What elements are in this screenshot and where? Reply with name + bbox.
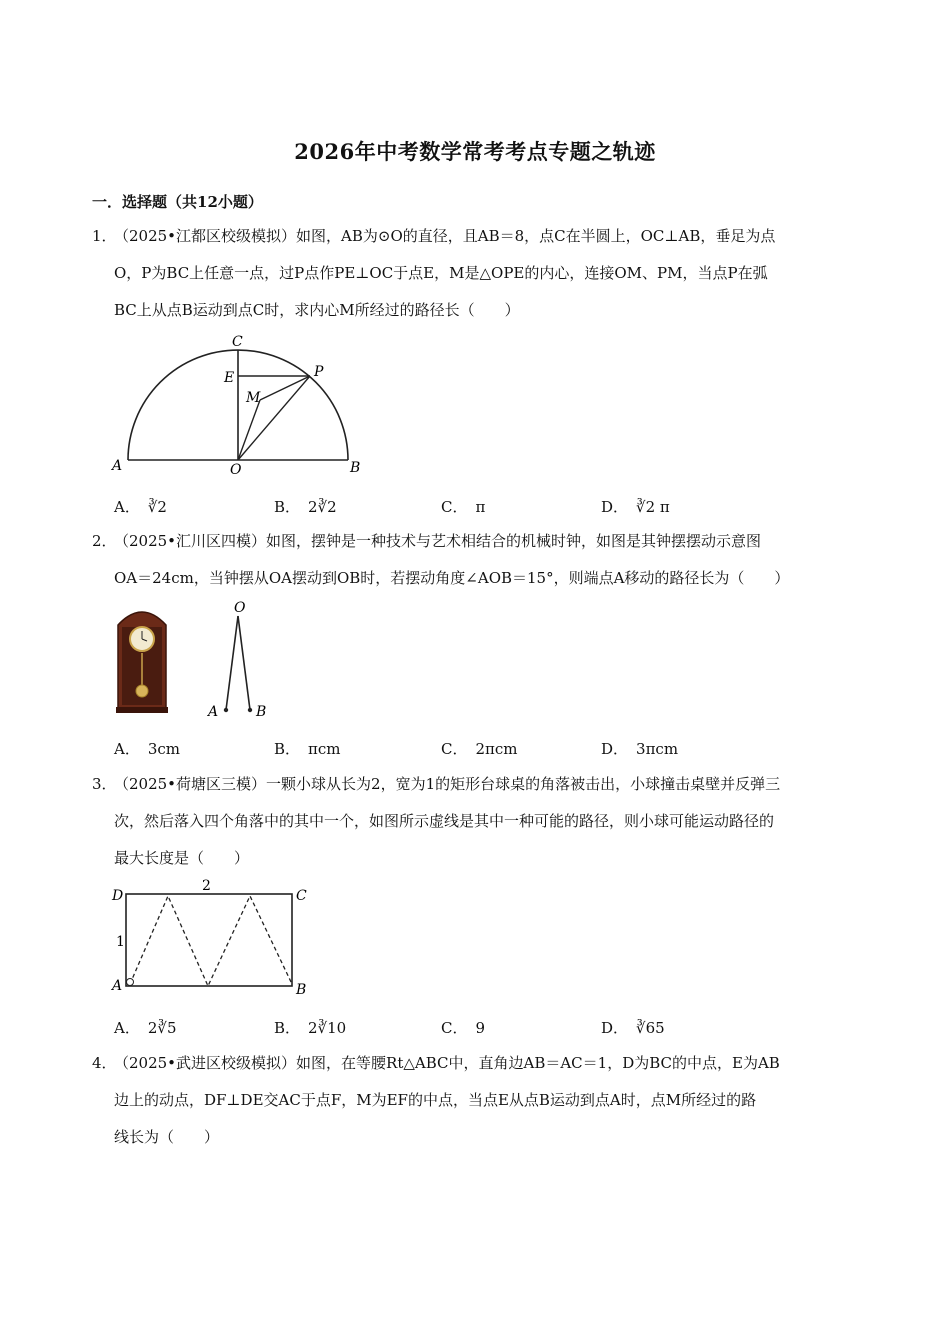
question-text-line: （2025•江都区校级模拟）如图，AB为⊙O的直径，且AB＝8，点C在半圆上，OC⊥AB，垂足为点 bbox=[114, 227, 776, 245]
option-b[interactable]: B． 2∛2 bbox=[274, 498, 337, 516]
pendulum-diagram bbox=[200, 598, 280, 723]
question-text-line: （2025•汇川区四模）如图，摆钟是一种技术与艺术相结合的机械时钟，如图是其钟摆摆动示意图 bbox=[114, 532, 762, 550]
option-c[interactable]: C． 2πcm bbox=[441, 740, 518, 758]
options-row bbox=[114, 496, 874, 520]
figure-label: C bbox=[232, 334, 243, 350]
question-number: 2． bbox=[92, 532, 117, 550]
question-number: 1． bbox=[92, 227, 117, 245]
question-text-line: （2025•武进区校级模拟）如图，在等腰Rt△ABC中，直角边AB＝AC＝1，D为BC的中点，E为AB bbox=[114, 1054, 780, 1072]
figure-label: A bbox=[208, 704, 219, 720]
figure-label: A bbox=[112, 978, 123, 994]
figure-label: B bbox=[296, 982, 307, 998]
question-text-line: OA＝24cm，当钟摆从OA摆动到OB时，若摆动角度∠AOB＝15°，则端点A移动的路径长为（ ） bbox=[114, 569, 790, 587]
question-2 bbox=[92, 523, 862, 597]
question-text-line: （2025•荷塘区三模）一颗小球从长为2，宽为1的矩形台球桌的角落被击出，小球撞击桌壁并反弹三 bbox=[114, 775, 781, 793]
figure-label: P bbox=[314, 364, 324, 380]
option-b[interactable]: B． πcm bbox=[274, 740, 341, 758]
figure-label: M bbox=[246, 390, 261, 406]
option-d[interactable]: D． 3πcm bbox=[601, 740, 679, 758]
question-text-line: O，P为BC上任意一点，过P点作PE⊥OC于点E，M是△OPE的内心，连接OM、PM，当点P在弧 bbox=[114, 264, 768, 282]
figure-label: E bbox=[224, 370, 235, 386]
question-4 bbox=[92, 1045, 862, 1156]
semicircle-figure bbox=[110, 328, 370, 478]
question-number: 4． bbox=[92, 1054, 117, 1072]
question-text-line: 边上的动点，DF⊥DE交AC于点F，M为EF的中点，当点E从点B运动到点A时，点M所经过的路 bbox=[114, 1091, 757, 1109]
figure-label: 1 bbox=[116, 934, 125, 950]
figure-label: O bbox=[234, 600, 246, 616]
question-text-line: 次，然后落入四个角落中的其中一个，如图所示虚线是其中一种可能的路径，则小球可能运动路径的 bbox=[114, 812, 775, 830]
option-c[interactable]: C． π bbox=[441, 498, 486, 516]
option-a[interactable]: A． 2∛5 bbox=[114, 1019, 177, 1037]
options-row bbox=[114, 1017, 874, 1041]
question-3 bbox=[92, 766, 862, 877]
pendulum-clock-image bbox=[112, 603, 172, 715]
figure-label: D bbox=[112, 888, 124, 904]
options-row bbox=[114, 738, 874, 762]
figure-label: B bbox=[256, 704, 267, 720]
question-text-line: BC上从点B运动到点C时，求内心M所经过的路径长（ ） bbox=[114, 301, 520, 319]
option-d[interactable]: D． ∛65 bbox=[601, 1019, 665, 1037]
question-1 bbox=[92, 218, 862, 329]
section-heading: 一．选择题（共12小题） bbox=[92, 193, 263, 211]
figure-label: A bbox=[112, 458, 123, 474]
figure-label: C bbox=[296, 888, 307, 904]
figure-label: B bbox=[350, 460, 361, 476]
option-b[interactable]: B． 2∛10 bbox=[274, 1019, 347, 1037]
option-c[interactable]: C． 9 bbox=[441, 1019, 486, 1037]
page-title: 2026年中考数学常考考点专题之轨迹 bbox=[294, 139, 656, 164]
question-text-line: 最大长度是（ ） bbox=[114, 849, 250, 867]
pool-table-figure bbox=[108, 876, 318, 998]
question-number: 3． bbox=[92, 775, 117, 793]
figure-label: O bbox=[230, 462, 242, 478]
option-a[interactable]: A． 3cm bbox=[114, 740, 181, 758]
figure-label: 2 bbox=[202, 878, 211, 894]
question-text-line: 线长为（ ） bbox=[114, 1128, 220, 1146]
option-d[interactable]: D． ∛2 π bbox=[601, 498, 670, 516]
option-a[interactable]: A． ∛2 bbox=[114, 498, 167, 516]
